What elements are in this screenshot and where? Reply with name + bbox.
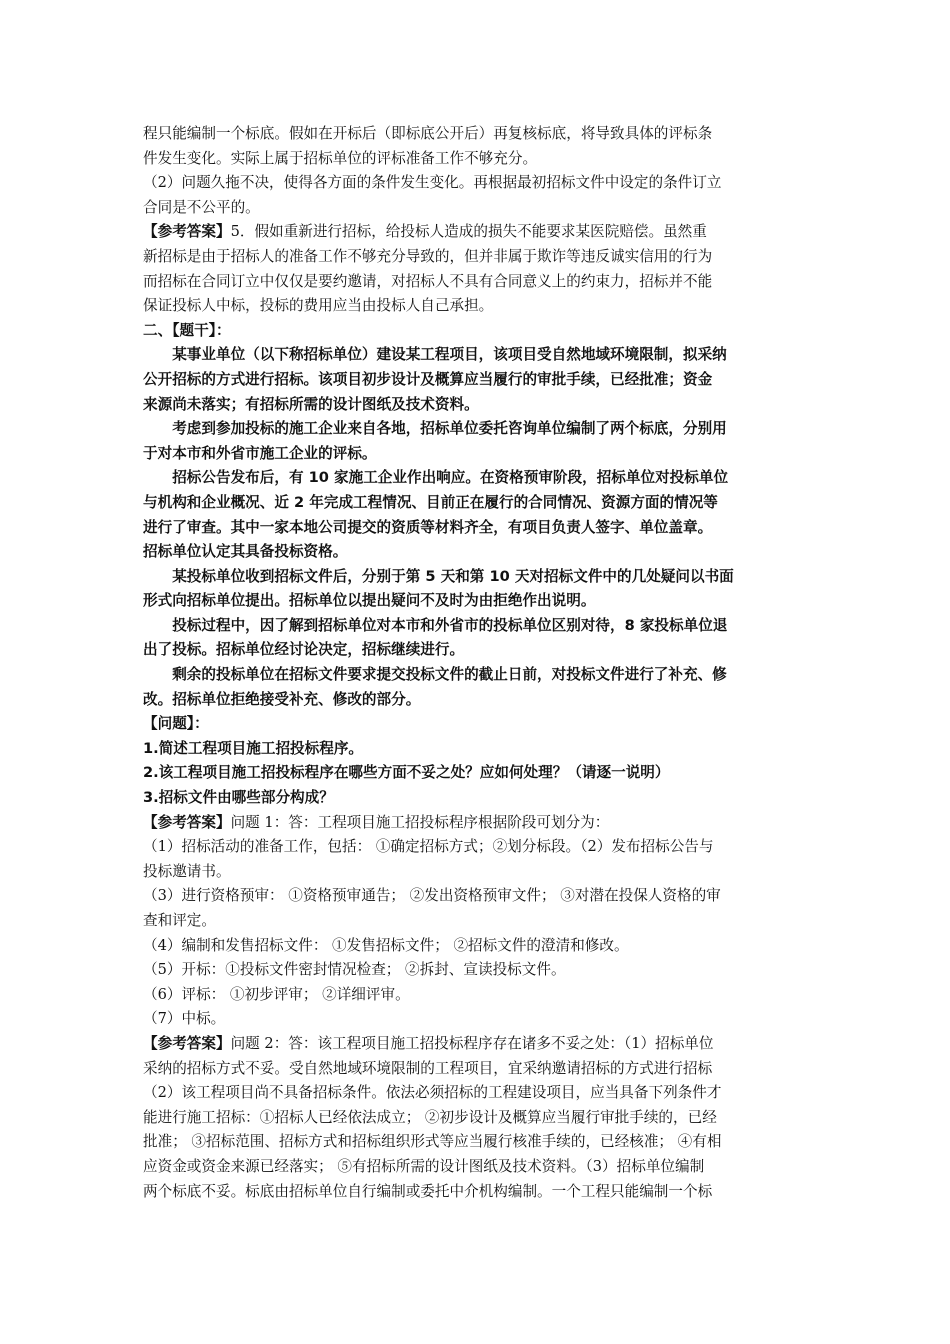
bold-text: 某事业单位（以下称招标单位）建设某工程项目，该项目受自然地域环境限制，拟采纳 — [143, 346, 727, 364]
text-line — [143, 761, 811, 786]
text-line — [143, 565, 811, 590]
text-line — [143, 786, 811, 811]
text-line — [143, 196, 811, 221]
text-line — [143, 442, 811, 467]
body-text: 采纳的招标方式不妥。受自然地域环境限制的工程项目，宜采纳邀请招标的方式进行招标 — [143, 1059, 713, 1077]
body-text: （1）招标活动的准备工作，包括： ①确定招标方式；②划分标段。（2）发布招标公告与 — [143, 838, 714, 856]
body-text: 批准； ③招标范围、招标方式和招标组织形式等应当履行核准手续的，已经核准； ④有相 — [143, 1133, 722, 1151]
body-text: （6）评标： ①初步评审； ②详细评审。 — [143, 985, 410, 1003]
bold-text: 进行了审查。其中一家本地公司提交的资质等材料齐全，有项目负责人签字、单位盖章。 — [143, 518, 713, 536]
text-line — [143, 614, 811, 639]
document-page — [143, 122, 811, 1204]
text-line — [143, 934, 811, 959]
text-line — [143, 958, 811, 983]
text-line — [143, 294, 811, 319]
bold-text: 于对本市和外省市施工企业的评标。 — [143, 444, 377, 462]
body-text: 保证投标人中标，投标的费用应当由投标人自己承担。 — [143, 297, 494, 315]
text-line — [143, 663, 811, 688]
bold-text: 【参考答案】 — [143, 1034, 231, 1052]
text-line — [143, 1180, 811, 1205]
text-line — [143, 1106, 811, 1131]
text-line — [143, 417, 811, 442]
text-line — [143, 1032, 811, 1057]
body-text: 问题 1：答：工程项目施工招投标程序根据阶段可划分为： — [230, 813, 610, 831]
body-text: （7）中标。 — [143, 1010, 226, 1028]
body-text: （2）该工程项目尚不具备招标条件。依法必须招标的工程建设项目，应当具备下列条件才 — [143, 1084, 722, 1102]
text-line — [143, 393, 811, 418]
body-text: 应资金或资金来源已经落实； ⑤有招标所需的设计图纸及技术资料。（3）招标单位编制 — [143, 1157, 705, 1175]
body-text: 投标邀请书。 — [143, 862, 231, 880]
text-line — [143, 983, 811, 1008]
text-line — [143, 737, 811, 762]
bold-text: 1.简述工程项目施工招投标程序。 — [143, 739, 364, 757]
text-line — [143, 466, 811, 491]
bold-text: 改。招标单位拒绝接受补充、修改的部分。 — [143, 690, 421, 708]
text-line — [143, 909, 811, 934]
body-text: 而招标在合同订立中仅仅是要约邀请，对招标人不具有合同意义上的约束力，招标并不能 — [143, 272, 713, 290]
bold-text: 形式向招标单位提出。招标单位以提出疑问不及时为由拒绝作出说明。 — [143, 592, 596, 610]
bold-text: 【参考答案】 — [143, 223, 231, 241]
text-line — [143, 122, 811, 147]
text-line — [143, 171, 811, 196]
bold-text: 某投标单位收到招标文件后，分别于第 5 天和第 10 天对招标文件中的几处疑问以书面 — [143, 567, 734, 585]
text-line — [143, 712, 811, 737]
text-line — [143, 245, 811, 270]
text-line — [143, 884, 811, 909]
body-text: （4）编制和发售招标文件： ①发售招标文件； ②招标文件的澄清和修改。 — [143, 936, 629, 954]
bold-text: 二、【题干】： — [143, 321, 231, 339]
text-line — [143, 589, 811, 614]
body-text: 合同是不公平的。 — [143, 198, 260, 216]
body-text: 问题 2：答：该工程项目施工招投标程序存在诸多不妥之处：（1）招标单位 — [230, 1034, 714, 1052]
text-line — [143, 1007, 811, 1032]
text-line — [143, 1155, 811, 1180]
body-text: 件发生变化。实际上属于招标单位的评标准备工作不够充分。 — [143, 149, 538, 167]
bold-text: 投标过程中，因了解到招标单位对本市和外省市的投标单位区别对待，8 家投标单位退 — [143, 616, 728, 634]
text-line — [143, 1057, 811, 1082]
bold-text: 招标单位认定其具备投标资格。 — [143, 543, 348, 561]
text-line — [143, 540, 811, 565]
text-line — [143, 811, 811, 836]
text-line — [143, 835, 811, 860]
bold-text: 考虑到参加投标的施工企业来自各地，招标单位委托咨询单位编制了两个标底，分别用 — [143, 420, 727, 438]
bold-text: 【参考答案】 — [143, 813, 231, 831]
bold-text: 来源尚未落实；有招标所需的设计图纸及技术资料。 — [143, 395, 479, 413]
body-text: 5．假如重新进行招标，给投标人造成的损失不能要求某医院赔偿。虽然重 — [230, 223, 707, 241]
body-text: 查和评定。 — [143, 912, 216, 929]
body-text: 新招标是由于招标人的准备工作不够充分导致的，但并非属于欺诈等违反诚实信用的行为 — [143, 247, 713, 265]
text-line — [143, 516, 811, 541]
body-text: （2）问题久拖不决，使得各方面的条件发生变化。再根据最初招标文件中设定的条件订立 — [143, 174, 722, 192]
bold-text: 2.该工程项目施工招投标程序在哪些方面不妥之处？应如何处理？（请逐一说明） — [143, 764, 670, 782]
body-text: 程只能编制一个标底。假如在开标后（即标底公开后）再复核标底，将导致具体的评标条 — [143, 125, 713, 142]
bold-text: 与机构和企业概况、近 2 年完成工程情况、目前正在履行的合同情况、资源方面的情况等 — [143, 493, 718, 511]
bold-text: 剩余的投标单位在招标文件要求提交投标文件的截止日前，对投标文件进行了补充、修 — [143, 666, 727, 684]
text-line — [143, 491, 811, 516]
text-line — [143, 319, 811, 344]
text-line — [143, 638, 811, 663]
body-text: （3）进行资格预审： ①资格预审通告； ②发出资格预审文件； ③对潜在投保人资格的审 — [143, 887, 721, 905]
body-text: 能进行施工招标：①招标人已经依法成立； ②初步设计及概算应当履行审批手续的，已经 — [143, 1108, 717, 1126]
text-line — [143, 220, 811, 245]
text-line — [143, 343, 811, 368]
text-line — [143, 860, 811, 885]
text-line — [143, 1130, 811, 1155]
bold-text: 公开招标的方式进行招标。该项目初步设计及概算应当履行的审批手续，已经批准；资金 — [143, 370, 713, 388]
text-line — [143, 368, 811, 393]
body-text: （5）开标：①投标文件密封情况检查； ②拆封、宣读投标文件。 — [143, 961, 566, 979]
bold-text: 招标公告发布后，有 10 家施工企业作出响应。在资格预审阶段，招标单位对投标单位 — [143, 469, 729, 487]
bold-text: 出了投标。招标单位经讨论决定，招标继续进行。 — [143, 641, 465, 659]
bold-text: 【问题】： — [143, 715, 209, 733]
body-text: 两个标底不妥。标底由招标单位自行编制或委托中介机构编制。一个工程只能编制一个标 — [143, 1182, 713, 1200]
text-line — [143, 270, 811, 295]
text-line — [143, 1081, 811, 1106]
text-line — [143, 147, 811, 172]
bold-text: 3.招标文件由哪些部分构成？ — [143, 789, 334, 807]
text-line — [143, 688, 811, 713]
